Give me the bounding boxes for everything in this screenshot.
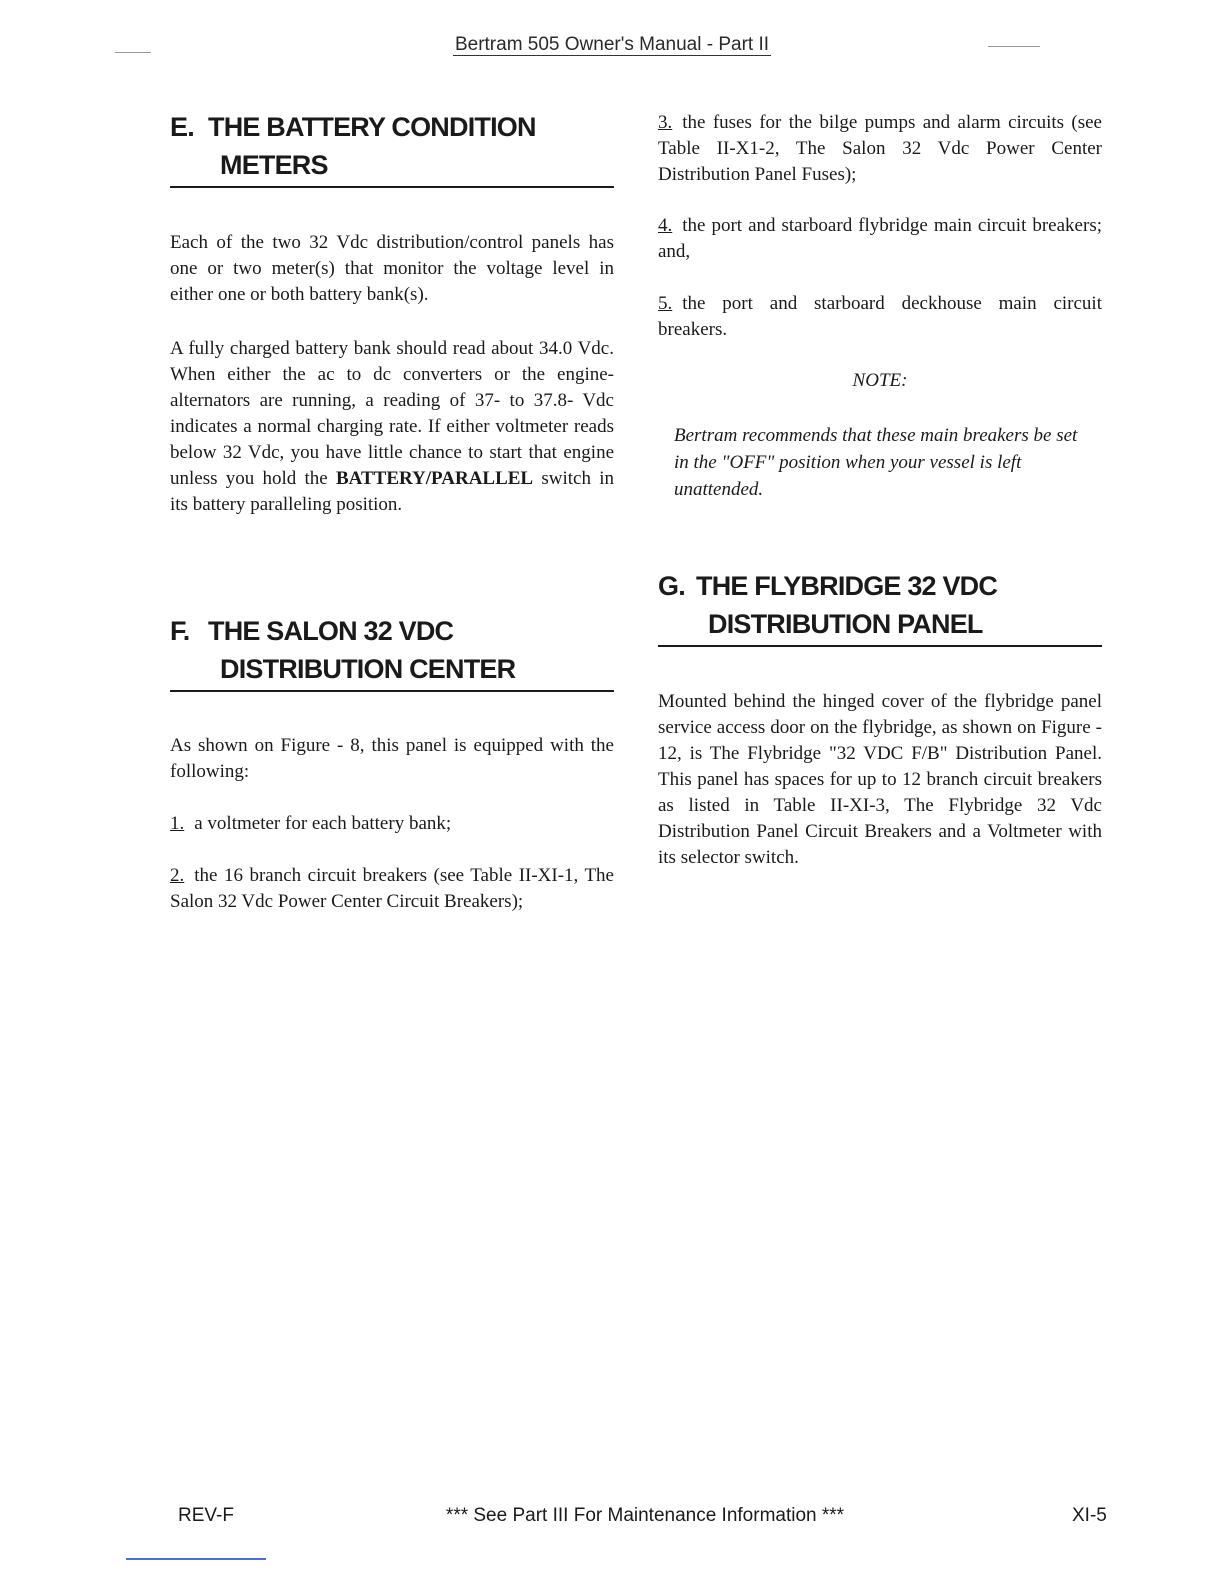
paragraph-text: A fully charged battery bank should read about 34.0 Vdc. When either the ac to dc converters or the engine-alternators are running, a reading of 37- to 37.8- Vdc indicates a normal charging rate. If either voltmeter reads below 32 Vdc, you have little chance to start that engine unless you hold the — [170, 338, 614, 489]
footer-note: *** See Part III For Maintenance Information *** — [445, 1505, 845, 1526]
section-letter: E. — [170, 112, 194, 142]
section-e-paragraph-2 — [170, 336, 614, 518]
note-title: NOTE: — [852, 370, 908, 391]
list-item — [170, 863, 614, 915]
note-body: Bertram recommends that these main breakers be set in the "OFF" position when your vessel is left unattended. — [674, 425, 1078, 500]
list-text: the fuses for the bilge pumps and alarm circuits (see Table II-X1-2, The Salon 32 Vdc Power Center Distribution Panel Fuses); — [658, 112, 1102, 185]
switch-name: BATTERY/PARALLEL — [336, 468, 534, 489]
section-title-line1: THE BATTERY CONDITION — [208, 112, 536, 142]
section-g-heading — [658, 567, 1102, 647]
section-letter: F. — [170, 616, 190, 646]
list-text: a voltmeter for each battery bank; — [194, 813, 452, 834]
scan-artifact — [988, 46, 1040, 47]
list-text: the port and starboard deckhouse main circuit breakers. — [658, 293, 1102, 340]
section-title-line2: METERS — [220, 150, 328, 180]
list-text: the port and starboard flybridge main circuit breakers; and, — [658, 215, 1102, 262]
list-item — [170, 811, 614, 837]
paragraph-text: switch in its battery paralleling position. — [170, 468, 614, 515]
page-header — [0, 34, 1224, 56]
list-number: 5. — [658, 293, 673, 314]
section-title-line1: THE SALON 32 VDC — [208, 616, 454, 646]
list-number: 1. — [170, 813, 185, 834]
section-title-line2: DISTRIBUTION PANEL — [708, 609, 983, 639]
footer-revision: REV-F — [178, 1505, 234, 1526]
section-title-line2: DISTRIBUTION CENTER — [220, 654, 516, 684]
section-f-intro: As shown on Figure - 8, this panel is equipped with the following: — [170, 735, 614, 782]
list-item — [658, 291, 1102, 343]
list-number: 3. — [658, 112, 673, 133]
list-number: 2. — [170, 865, 185, 886]
section-e-heading — [170, 108, 614, 188]
list-item — [658, 213, 1102, 265]
list-number: 4. — [658, 215, 673, 236]
section-e-paragraph-1: Each of the two 32 Vdc distribution/control panels has one or two meter(s) that monitor the voltage level in either one or both battery bank(s). — [170, 232, 614, 305]
section-g-paragraph: Mounted behind the hinged cover of the flybridge panel service access door on the flybridge, as shown on Figure - 12, is The Flybridge "32 VDC F/B" Distribution Panel. This panel has spaces for up to 12 branch circuit breakers as listed in Table II-XI-3, The Flybridge 32 Vdc Distribution Panel Circuit Breakers and a Voltmeter with its selector switch. — [658, 691, 1102, 868]
section-letter: G. — [658, 571, 685, 601]
section-f-heading — [170, 612, 614, 692]
list-item — [658, 110, 1102, 188]
section-title-line1: THE FLYBRIDGE 32 VDC — [696, 571, 998, 601]
scan-artifact — [115, 52, 151, 53]
header-title: Bertram 505 Owner's Manual - Part II — [454, 34, 770, 55]
list-text: the 16 branch circuit breakers (see Table II-XI-1, The Salon 32 Vdc Power Center Circuit Breakers); — [170, 865, 614, 912]
bottom-rule — [126, 1558, 266, 1560]
page-number: XI-5 — [1072, 1505, 1107, 1526]
